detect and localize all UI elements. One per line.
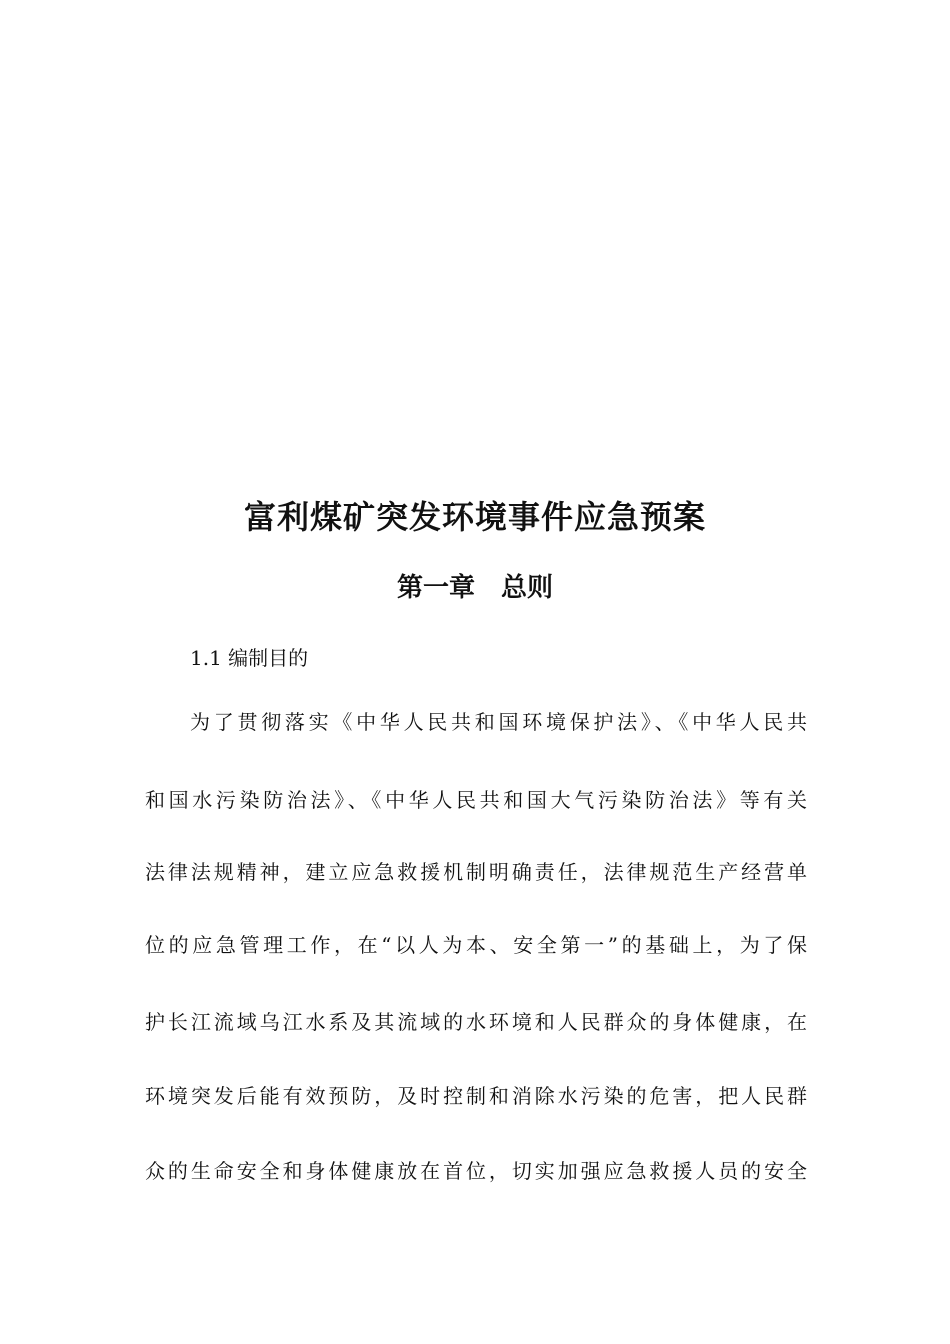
paragraph-line: 和国水污染防治法》、《中华人民共和国大气污染防治法》等有关 (145, 788, 807, 812)
chapter-title: 第一章 总则 (396, 573, 553, 603)
paragraph-line: 位的应急管理工作，在“以人为本、安全第一”的基础上，为了保 (145, 933, 807, 957)
paragraph-line: 环境突发后能有效预防，及时控制和消除水污染的危害，把人民群 (145, 1084, 807, 1108)
paragraph-line: 法律法规精神，建立应急救援机制明确责任，法律规范生产经营单 (145, 860, 807, 884)
paragraph-line: 为了贯彻落实《中华人民共和国环境保护法》、《中华人民共 (190, 710, 807, 734)
paragraph-line: 护长江流域乌江水系及其流域的水环境和人民群众的身体健康，在 (145, 1010, 807, 1034)
paragraph-line: 众的生命安全和身体健康放在首位，切实加强应急救援人员的安全 (145, 1159, 807, 1183)
section-heading: 1.1 编制目的 (190, 646, 309, 670)
document-title: 富利煤矿突发环境事件应急预案 (243, 498, 706, 536)
